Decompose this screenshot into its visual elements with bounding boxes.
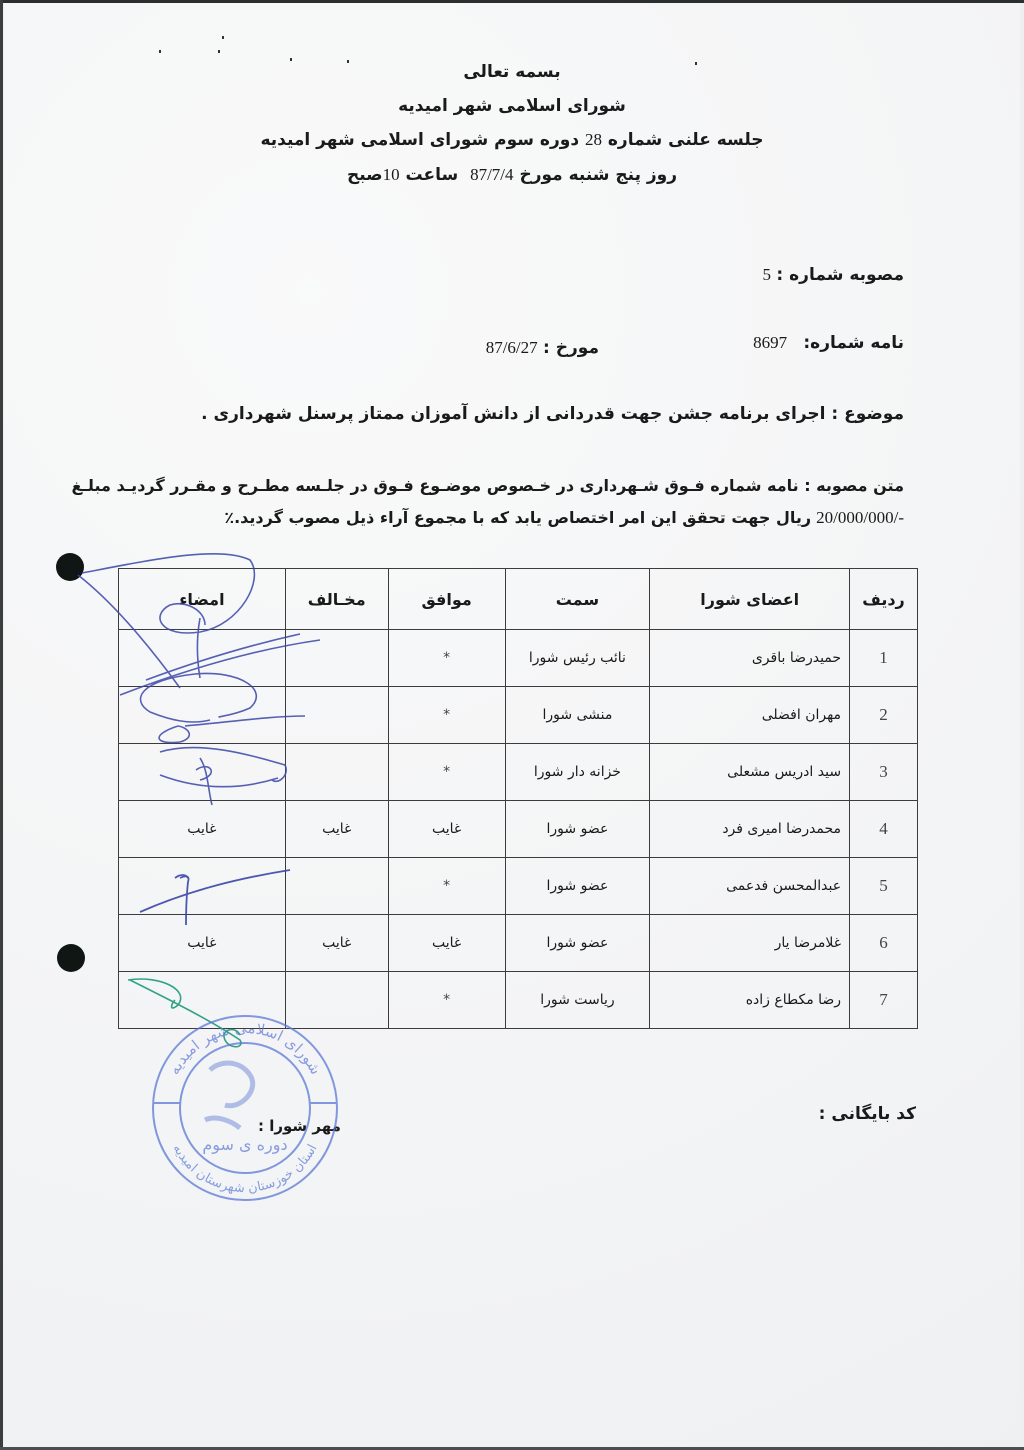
agree-cell: * [388, 972, 505, 1029]
council-name: شورای اسلامی شهر امیدیه [398, 96, 626, 116]
row-index: 3 [850, 744, 918, 801]
letter-date-line [486, 338, 599, 358]
time-suffix: صبح [346, 165, 383, 185]
member-name: مهران افضلی [650, 687, 850, 744]
signature-cell: غایب [119, 801, 286, 858]
scan-speck [290, 58, 292, 61]
signature-cell: غایب [119, 915, 286, 972]
column-header-member: اعضای شورا [650, 569, 850, 630]
letter-number-label: نامه شماره: [803, 333, 904, 353]
resolution-number-label: مصوبه شماره : [776, 265, 904, 285]
session-line [0, 130, 1024, 150]
table-row [119, 801, 918, 858]
scan-speck [222, 36, 224, 39]
archive-code-label: کد بایگانی : [818, 1104, 916, 1124]
agree-cell: * [388, 687, 505, 744]
table-header-row [119, 569, 918, 630]
member-name: حمیدرضا باقری [650, 630, 850, 687]
member-role: نائب رئیس شورا [505, 630, 650, 687]
subject-text: اجرای برنامه جشن جهت قدردانی از دانش آموزان ممتاز پرسنل شهرداری . [201, 404, 826, 424]
oppose-cell [285, 744, 388, 801]
row-index: 2 [850, 687, 918, 744]
scan-edge-left [0, 0, 3, 1450]
oppose-cell [285, 630, 388, 687]
member-role: عضو شورا [505, 801, 650, 858]
signature-cell [119, 744, 286, 801]
member-name: محمدرضا امیری فرد [650, 801, 850, 858]
votes-table [118, 568, 918, 1029]
resolution-number: 5 [762, 265, 771, 284]
column-header-agree: موافق [388, 569, 505, 630]
session-number: 28 [584, 130, 602, 149]
signature-cell [119, 687, 286, 744]
session-date: 87/7/4 [470, 165, 514, 184]
table-row [119, 972, 918, 1029]
column-header-index: ردیف [850, 569, 918, 630]
council-seal-label: مهر شورا : [258, 1117, 341, 1135]
scan-speck [159, 50, 161, 53]
subject-line [201, 404, 904, 424]
oppose-cell: غایب [285, 915, 388, 972]
signature-cell [119, 972, 286, 1029]
resolution-amount: 20/000/000/- [816, 508, 904, 527]
table-row [119, 858, 918, 915]
agree-cell: * [388, 630, 505, 687]
table-row [119, 915, 918, 972]
row-index: 5 [850, 858, 918, 915]
column-header-oppose: مخـالف [285, 569, 388, 630]
oppose-cell [285, 687, 388, 744]
oppose-cell: غایب [285, 801, 388, 858]
member-name: سید ادریس مشعلی [650, 744, 850, 801]
date-line [0, 165, 1024, 185]
stamp-inner-text: دوره ی سوم [202, 1135, 288, 1154]
session-prefix: جلسه علنی شماره [607, 130, 764, 150]
column-header-signature: امضاء [119, 569, 286, 630]
stamp-outer-top: شورای اسلامی شهر امیدیه [164, 1018, 326, 1078]
member-name: غلامرضا یار [650, 915, 850, 972]
resolution-text-line-2 [224, 508, 904, 528]
member-role: خزانه دار شورا [505, 744, 650, 801]
member-name: رضا مکطاع زاده [650, 972, 850, 1029]
letter-number-line [753, 333, 904, 353]
agree-cell: غایب [388, 915, 505, 972]
table-row [119, 744, 918, 801]
signature-cell [119, 630, 286, 687]
session-suffix: دوره سوم شورای اسلامی شهر امیدیه [260, 130, 580, 150]
agree-cell: غایب [388, 801, 505, 858]
table-row [119, 630, 918, 687]
letter-date-label: مورخ : [543, 338, 599, 358]
member-role: منشی شورا [505, 687, 650, 744]
letter-date: 87/6/27 [485, 338, 538, 357]
row-index: 1 [850, 630, 918, 687]
resolution-number-line [763, 265, 905, 285]
punch-hole-icon [57, 944, 85, 972]
row-index: 7 [850, 972, 918, 1029]
resolution-text-2: ریال جهت تحقق این امر اختصاص یابد که با مجموع آراء ذیل مصوب گردید.٪ [224, 508, 812, 527]
oppose-cell [285, 972, 388, 1029]
time-value: 10 [382, 165, 400, 184]
oppose-cell [285, 858, 388, 915]
resolution-text-1: نامه شماره فـوق شـهرداری در خـصوص موضـوع فـوق در جلـسه مطـرح و مقـرر گردیـد مبلـغ [71, 476, 799, 495]
agree-cell: * [388, 744, 505, 801]
letter-number: 8697 [753, 333, 788, 352]
table-row [119, 687, 918, 744]
time-label: ساعت [405, 165, 459, 185]
row-index: 4 [850, 801, 918, 858]
member-role: عضو شورا [505, 915, 650, 972]
resolution-text-line-1 [72, 476, 904, 495]
date-prefix: روز پنج شنبه مورخ [519, 165, 678, 185]
row-index: 6 [850, 915, 918, 972]
member-role: ریاست شورا [505, 972, 650, 1029]
signature-cell [119, 858, 286, 915]
stamp-outer-bottom: استان خوزستان شهرستان امیدیه [169, 1141, 321, 1197]
subject-label: موضوع : [831, 404, 904, 424]
punch-hole-icon [56, 553, 84, 581]
agree-cell: * [388, 858, 505, 915]
scan-edge-top [0, 0, 1024, 3]
member-role: عضو شورا [505, 858, 650, 915]
invocation: بسمه تعالی [463, 62, 561, 82]
column-header-role: سمت [505, 569, 650, 630]
scan-speck [218, 50, 220, 53]
resolution-text-label: متن مصوبه : [804, 476, 904, 495]
member-name: عبدالمحسن فدعمی [650, 858, 850, 915]
